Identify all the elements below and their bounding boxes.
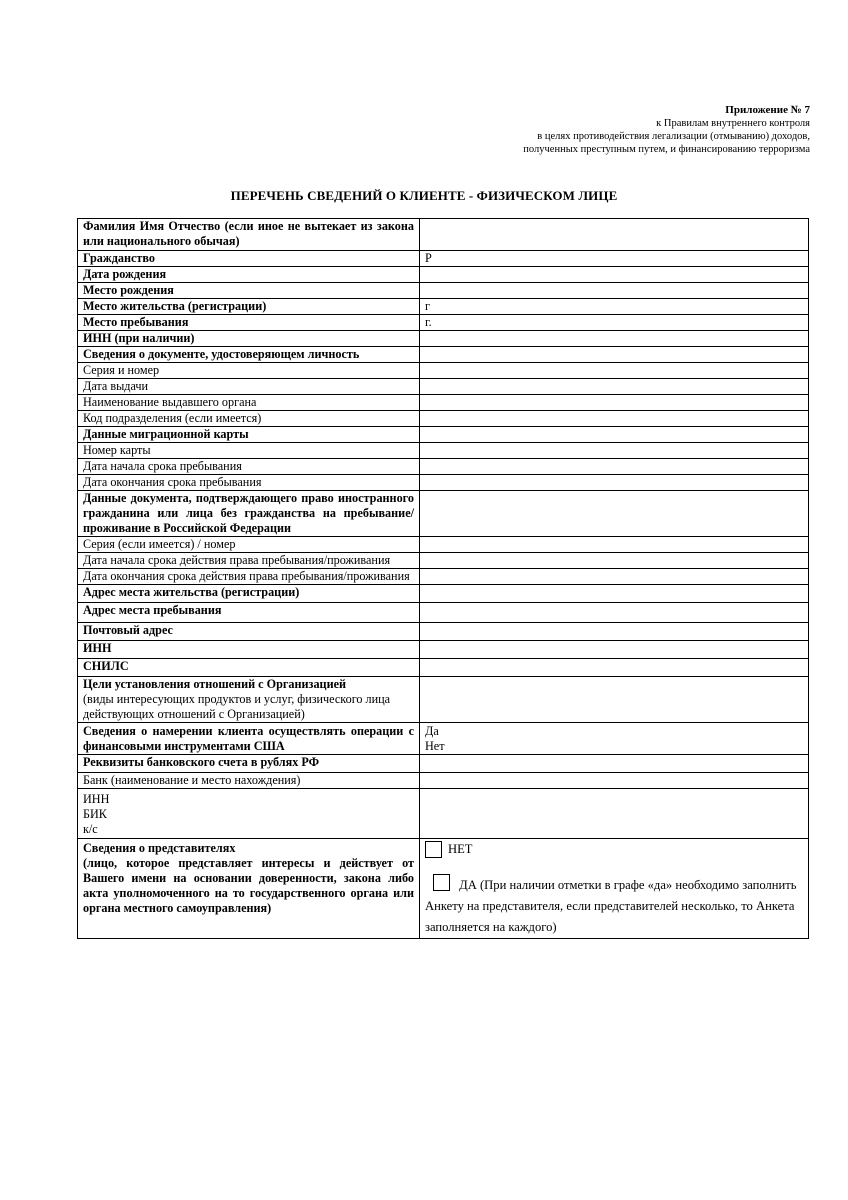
right-end-label: Дата окончания срока действия права пребывания/проживания [78,569,420,585]
series-number-label: Серия и номер [78,363,420,379]
table-row [78,789,809,839]
option-yes-label: ДА (При наличии отметки в графе «да» необходимо заполнить Анкету на представителя, если представителей несколько, то Анкета заполняется на каждого) [425,878,797,934]
table-row [78,659,809,677]
inn-value[interactable] [420,641,809,659]
table-row [78,603,809,623]
client-info-table [77,218,809,939]
snils-label: СНИЛС [78,659,420,677]
addr-stay-value[interactable] [420,603,809,623]
postal-label: Почтовый адрес [78,623,420,641]
inn-optional-label: ИНН (при наличии) [78,331,420,347]
table-row [78,283,809,299]
table-row [78,723,809,755]
table-row [78,395,809,411]
representatives-value [420,839,809,939]
table-row [78,553,809,569]
spacer [425,860,803,874]
table-row [78,755,809,773]
fio-label: Фамилия Имя Отчество (если иное не вытекает из закона или национального обычая) [78,219,420,251]
table-row [78,299,809,315]
appendix-header [523,104,810,156]
series-number-value[interactable] [420,363,809,379]
stay-start-label: Дата начала срока пребывания [78,459,420,475]
table-row [78,443,809,459]
table-row [78,839,809,939]
issuer-label: Наименование выдавшего органа [78,395,420,411]
addr-residence-value[interactable] [420,585,809,603]
card-number-label: Номер карты [78,443,420,459]
bank-value[interactable] [420,773,809,789]
table-row [78,569,809,585]
appendix-line-3: полученных преступным путем, и финансированию терроризма [523,144,810,155]
goals-label-title: Цели установления отношений с Организацией [83,677,347,691]
bank-codes-value[interactable] [420,789,809,839]
document-title: ПЕРЕЧЕНЬ СВЕДЕНИЙ О КЛИЕНТЕ - ФИЗИЧЕСКОМ ЛИЦЕ [230,188,618,203]
birth-place-value[interactable] [420,283,809,299]
table-row [78,537,809,553]
stay-place-label: Место пребывания [78,315,420,331]
inn-label: ИНН [78,641,420,659]
birth-date-value[interactable] [420,267,809,283]
migration-card-value[interactable] [420,427,809,443]
us-instruments-value [420,723,809,755]
table-row [78,623,809,641]
goals-value[interactable] [420,677,809,723]
option-no-line [425,839,803,860]
goals-label-body: (виды интересующих продуктов и услуг, физического лица действующих отношений с Организацией) [83,692,391,721]
appendix-line-1: к Правилам внутреннего контроля [656,118,810,129]
goals-label [78,677,420,723]
bank-ks-label: к/с [83,822,98,836]
doc-series-label: Серия (если имеется) / номер [78,537,420,553]
dept-code-value[interactable] [420,411,809,427]
id-document-label: Сведения о документе, удостоверяющем личность [78,347,420,363]
issuer-value[interactable] [420,395,809,411]
stay-end-value[interactable] [420,475,809,491]
bank-details-value[interactable] [420,755,809,773]
option-yes-block [425,874,803,938]
us-instruments-yes[interactable]: Да [425,724,439,738]
dept-code-label: Код подразделения (если имеется) [78,411,420,427]
citizenship-label: Гражданство [78,251,420,267]
stay-place-value[interactable]: г. [420,315,809,331]
bank-details-label: Реквизиты банковского счета в рублях РФ [78,755,420,773]
representatives-label-title: Сведения о представителях [83,841,236,855]
card-number-value[interactable] [420,443,809,459]
issue-date-value[interactable] [420,379,809,395]
snils-value[interactable] [420,659,809,677]
fio-value[interactable] [420,219,809,251]
table-row [78,641,809,659]
residence-doc-value[interactable] [420,491,809,537]
migration-card-label: Данные миграционной карты [78,427,420,443]
table-row [78,427,809,443]
bank-codes-label [78,789,420,839]
appendix-line-2: в целях противодействия легализации (отмыванию) доходов, [537,131,810,142]
table-row [78,219,809,251]
table-row [78,773,809,789]
right-end-value[interactable] [420,569,809,585]
residence-doc-label: Данные документа, подтверждающего право иностранного гражданина или лица без гражданства на пребывание/ проживание в Российской Федерации [78,491,420,537]
bank-label: Банк (наименование и место нахождения) [78,773,420,789]
residence-reg-label: Место жительства (регистрации) [78,299,420,315]
table-row [78,347,809,363]
table-row [78,267,809,283]
id-document-value[interactable] [420,347,809,363]
doc-series-value[interactable] [420,537,809,553]
table-row [78,251,809,267]
addr-residence-label: Адрес места жительства (регистрации) [78,585,420,603]
inn-optional-value[interactable] [420,331,809,347]
checkbox-no[interactable] [425,841,442,858]
table-row [78,315,809,331]
table-row [78,331,809,347]
bank-inn-label: ИНН [83,792,110,806]
table-row [78,491,809,537]
stay-start-value[interactable] [420,459,809,475]
stay-end-label: Дата окончания срока пребывания [78,475,420,491]
right-start-value[interactable] [420,553,809,569]
addr-stay-label: Адрес места пребывания [78,603,420,623]
representatives-label-body: (лицо, которое представляет интересы и действует от Вашего имени на основании доверенности, закона либо акта уполномоченного на то государственного органа или органа местного самоуправления) [83,856,414,915]
residence-reg-value[interactable]: г [420,299,809,315]
right-start-label: Дата начала срока действия права пребывания/проживания [78,553,420,569]
table-row [78,475,809,491]
table-row [78,363,809,379]
appendix-title: Приложение № 7 [725,104,810,116]
table-row [78,585,809,603]
bank-bik-label: БИК [83,807,107,821]
representatives-label [78,839,420,939]
issue-date-label: Дата выдачи [78,379,420,395]
table-row [78,459,809,475]
option-no-label: НЕТ [448,842,473,856]
us-instruments-label: Сведения о намерении клиента осуществлять операции с финансовыми инструментами США [78,723,420,755]
postal-value[interactable] [420,623,809,641]
citizenship-value[interactable]: Р [420,251,809,267]
us-instruments-no[interactable]: Нет [425,739,445,753]
checkbox-yes[interactable] [433,874,450,891]
birth-place-label: Место рождения [78,283,420,299]
birth-date-label: Дата рождения [78,267,420,283]
table-row [78,677,809,723]
table-row [78,379,809,395]
table-row [78,411,809,427]
